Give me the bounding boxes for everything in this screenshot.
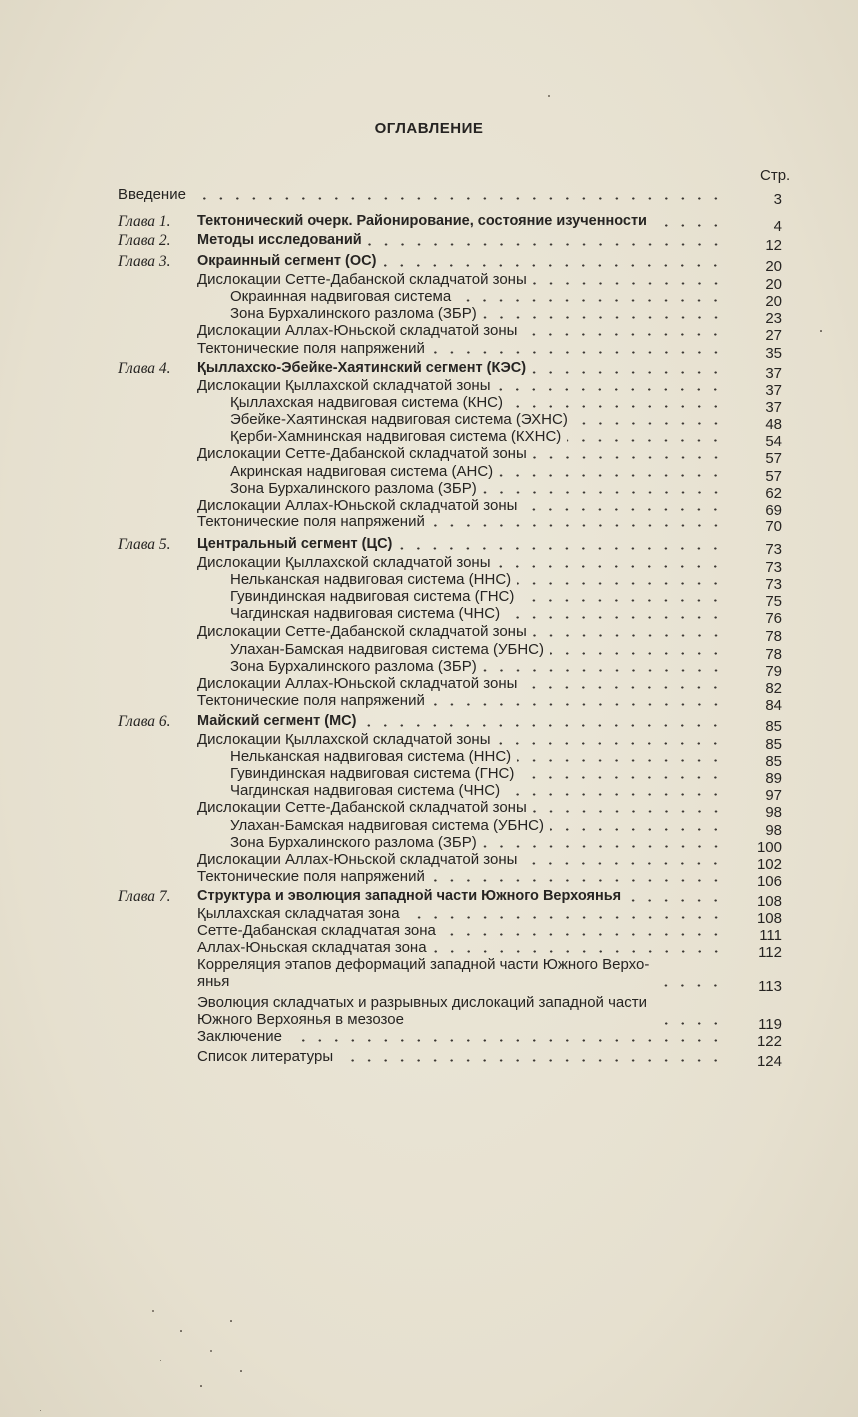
page-number: 20 — [765, 258, 782, 275]
toc-entry — [118, 799, 790, 821]
chapter-label: Глава 3. — [118, 253, 171, 270]
toc-entry — [118, 360, 790, 382]
toc-entry — [118, 782, 790, 804]
chapter-label: Глава 5. — [118, 536, 171, 553]
chapter-label: Глава 1. — [118, 213, 171, 230]
page-number: 98 — [765, 804, 782, 821]
toc-entry — [118, 851, 790, 873]
entry-title: Дислокации Аллах-Юньской складчатой зоны — [197, 851, 518, 868]
entry-title: Қерби-Хамнинская надвиговая система (КХНС) — [230, 428, 562, 445]
page-number: 102 — [756, 856, 782, 873]
page-number: 4 — [773, 218, 782, 235]
entry-title: Қыллахско-Эбейке-Хаятинский сегмент (КЭС) — [197, 360, 527, 376]
toc-entry — [118, 186, 790, 208]
entry-title: Чагдинская надвиговая система (ЧНС) — [230, 605, 501, 622]
toc-entry — [118, 834, 790, 856]
page-title: ОГЛАВЛЕНИЕ — [374, 120, 484, 137]
entry-title: Зона Бурхалинского разлома (ЗБР) — [230, 305, 477, 322]
dot-leader — [483, 316, 724, 319]
entry-title: Қыллахская складчатая зона — [197, 905, 400, 922]
toc-entry — [118, 658, 790, 680]
entry-title: Тектонические поля напряжений — [197, 513, 425, 530]
page-number: 73 — [765, 559, 782, 576]
dot-leader — [509, 405, 724, 408]
dot-leader — [532, 371, 724, 374]
dot-leader — [496, 742, 724, 745]
toc-entry — [118, 480, 790, 502]
dot-leader — [431, 524, 724, 527]
page-number: 97 — [765, 787, 782, 804]
dot-leader — [442, 933, 724, 936]
entry-title: Эволюция складчатых и разрывных дислокаций западной части Южного Верхоянья в мезозое — [197, 994, 648, 1028]
dot-leader — [483, 669, 724, 672]
entry-title: Окраинный сегмент (ОС) — [197, 253, 377, 269]
page-number: 54 — [765, 433, 782, 450]
page-number: 108 — [756, 910, 782, 927]
toc-entry — [118, 377, 790, 399]
page-number: 78 — [765, 628, 782, 645]
toc-entry — [118, 922, 790, 944]
page-number: 76 — [765, 610, 782, 627]
page-number: 23 — [765, 310, 782, 327]
entry-title: Гувиндинская надвиговая система (ГНС) — [230, 588, 515, 605]
page-number: 48 — [765, 416, 782, 433]
entry-title: Дислокации Сетте-Дабанской складчатой зоны — [197, 799, 527, 816]
page-number: 124 — [756, 1053, 782, 1070]
dot-leader — [496, 388, 724, 391]
toc-entry — [118, 748, 790, 770]
dot-leader — [567, 439, 724, 442]
entry-title: Чагдинская надвиговая система (ЧНС) — [230, 782, 501, 799]
toc-entry — [118, 554, 790, 576]
page-number: 57 — [765, 468, 782, 485]
chapter-label: Глава 2. — [118, 232, 171, 249]
dot-leader — [368, 243, 724, 246]
toc-entry — [118, 623, 790, 645]
entry-title: Нельканская надвиговая система (ННС) — [230, 748, 512, 765]
paper-speck — [40, 1410, 41, 1411]
toc-entry — [118, 692, 790, 714]
page-number: 20 — [765, 293, 782, 310]
page-number: 12 — [765, 237, 782, 254]
paper-speck — [152, 1310, 154, 1312]
dot-leader — [382, 264, 724, 267]
page-number: 70 — [765, 518, 782, 535]
toc-entry — [118, 232, 790, 254]
page-number: 78 — [765, 646, 782, 663]
paper-speck — [210, 1350, 212, 1352]
toc-entry — [118, 305, 790, 327]
toc-entry — [118, 765, 790, 787]
page-number: 27 — [765, 327, 782, 344]
entry-title: Дислокации Аллах-Юньской складчатой зоны — [197, 322, 518, 339]
entry-title: Зона Бурхалинского разлома (ЗБР) — [230, 658, 477, 675]
toc-entry — [118, 394, 790, 416]
chapter-label: Глава 7. — [118, 888, 171, 905]
toc-entry — [118, 322, 790, 344]
page-number: 113 — [758, 978, 782, 995]
dot-leader — [431, 703, 724, 706]
toc-entry — [118, 994, 790, 1033]
entry-title: Список литературы — [197, 1048, 334, 1065]
dot-leader — [506, 616, 724, 619]
toc-entry — [118, 288, 790, 310]
page-number: 106 — [756, 873, 782, 890]
entry-title: Дислокации Сетте-Дабанской складчатой зоны — [197, 623, 527, 640]
dot-leader — [362, 724, 724, 727]
dot-leader — [653, 224, 724, 227]
dot-leader — [533, 810, 724, 813]
entry-title: Тектонические поля напряжений — [197, 340, 425, 357]
entry-title: Қыллахская надвиговая система (КНС) — [230, 394, 504, 411]
paper-speck — [820, 330, 822, 332]
toc-entry — [118, 1028, 790, 1050]
toc-entry — [118, 605, 790, 627]
toc-entry — [118, 536, 790, 558]
page-number: 98 — [765, 822, 782, 839]
dot-leader — [192, 197, 724, 200]
dot-leader — [431, 351, 724, 354]
dot-leader — [523, 333, 724, 336]
dot-leader — [533, 282, 724, 285]
entry-title: Дислокации Қыллахской складчатой зоны — [197, 377, 491, 394]
dot-leader — [574, 422, 724, 425]
entry-title: Эбейке-Хаятинская надвиговая система (ЭХНС) — [230, 411, 568, 428]
dot-leader — [655, 984, 724, 987]
page-number: 35 — [765, 345, 782, 362]
toc-entry — [118, 271, 790, 293]
entry-title: Акринская надвиговая система (АНС) — [230, 463, 494, 480]
page-number: 85 — [765, 753, 782, 770]
toc-entry — [118, 588, 790, 610]
entry-title: Тектонические поля напряжений — [197, 868, 425, 885]
dot-leader — [627, 899, 724, 902]
entry-title: Центральный сегмент (ЦС) — [197, 536, 393, 552]
entry-title: Зона Бурхалинского разлома (ЗБР) — [230, 480, 477, 497]
dot-leader — [533, 456, 724, 459]
dot-leader — [523, 686, 724, 689]
page-number: 112 — [758, 944, 782, 961]
paper-speck — [548, 95, 550, 97]
dot-leader — [520, 599, 724, 602]
toc-entry — [118, 428, 790, 450]
entry-title: Дислокации Сетте-Дабанской складчатой зоны — [197, 445, 527, 462]
entry-title: Дислокации Қыллахской складчатой зоны — [197, 554, 491, 571]
page-number: 111 — [759, 927, 782, 944]
paper-speck — [230, 1320, 232, 1322]
toc-entry — [118, 731, 790, 753]
page-number: 62 — [765, 485, 782, 502]
dot-leader — [520, 776, 724, 779]
paper-speck — [160, 1360, 161, 1361]
dot-leader — [506, 793, 724, 796]
dot-leader — [457, 299, 724, 302]
entry-title: Дислокации Аллах-Юньской складчатой зоны — [197, 675, 518, 692]
page-number: 119 — [758, 1016, 782, 1033]
entry-title: Зона Бурхалинского разлома (ЗБР) — [230, 834, 477, 851]
page-number: 37 — [765, 365, 782, 382]
page-number: 85 — [765, 736, 782, 753]
toc-entry — [118, 571, 790, 593]
page-number: 108 — [756, 893, 782, 910]
page-number: 84 — [765, 697, 782, 714]
chapter-label: Глава 6. — [118, 713, 171, 730]
dot-leader — [483, 845, 724, 848]
entry-title: Методы исследований — [197, 232, 362, 248]
page-number: 37 — [765, 399, 782, 416]
dot-leader — [653, 1022, 724, 1025]
entry-title: Тектонические поля напряжений — [197, 692, 425, 709]
entry-title: Гувиндинская надвиговая система (ГНС) — [230, 765, 515, 782]
page-number: 100 — [756, 839, 782, 856]
page-number: 75 — [765, 593, 782, 610]
entry-title: Тектонический очерк. Районирование, состояние изученности — [197, 213, 647, 229]
toc-entry — [118, 956, 790, 995]
entry-title: Дислокации Қыллахской складчатой зоны — [197, 731, 491, 748]
entry-title: Сетте-Дабанская складчатая зона — [197, 922, 436, 939]
toc-entry — [118, 463, 790, 485]
dot-leader — [339, 1059, 724, 1062]
entry-title: Улахан-Бамская надвиговая система (УБНС) — [230, 817, 545, 834]
page-number: 57 — [765, 450, 782, 467]
dot-leader — [398, 547, 724, 550]
toc-entry — [118, 868, 790, 890]
entry-title: Дислокации Сетте-Дабанской складчатой зоны — [197, 271, 527, 288]
toc-entry — [118, 445, 790, 467]
toc-entry — [118, 675, 790, 697]
entry-title: Корреляция этапов деформаций западной части Южного Верхо- янья — [197, 956, 650, 990]
page-number: 73 — [765, 576, 782, 593]
paper-speck — [200, 1385, 202, 1387]
entry-title: Улахан-Бамская надвиговая система (УБНС) — [230, 641, 545, 658]
toc-entry — [118, 939, 790, 961]
page-number: 3 — [773, 191, 782, 208]
dot-leader — [533, 634, 724, 637]
page-number: 89 — [765, 770, 782, 787]
page-number: 85 — [765, 718, 782, 735]
page-number: 20 — [765, 276, 782, 293]
toc-entry — [118, 513, 790, 535]
toc-entry — [118, 411, 790, 433]
dot-leader — [499, 474, 724, 477]
chapter-label: Глава 4. — [118, 360, 171, 377]
dot-leader — [483, 491, 724, 494]
dot-leader — [523, 862, 724, 865]
toc-entry — [118, 888, 790, 910]
page-number: 73 — [765, 541, 782, 558]
entry-title: Структура и эволюция западной части Южного Верхоянья — [197, 888, 622, 904]
entry-title: Введение — [118, 186, 186, 203]
dot-leader — [288, 1039, 724, 1042]
dot-leader — [523, 508, 724, 511]
dot-leader — [406, 916, 724, 919]
dot-leader — [550, 652, 724, 655]
dot-leader — [433, 950, 724, 953]
toc-entry — [118, 497, 790, 519]
toc-entry — [118, 641, 790, 663]
dot-leader — [431, 879, 724, 882]
dot-leader — [496, 565, 724, 568]
page-number: 122 — [756, 1033, 782, 1050]
entry-title: Нельканская надвиговая система (ННС) — [230, 571, 512, 588]
toc-entry — [118, 213, 790, 235]
entry-title: Аллах-Юньская складчатая зона — [197, 939, 427, 956]
toc-entry — [118, 340, 790, 362]
page-column-header: Стр. — [760, 167, 791, 184]
entry-title: Майский сегмент (МС) — [197, 713, 357, 729]
toc-entry — [118, 713, 790, 735]
page-number: 79 — [765, 663, 782, 680]
entry-title: Дислокации Аллах-Юньской складчатой зоны — [197, 497, 518, 514]
page-number: 82 — [765, 680, 782, 697]
paper-speck — [240, 1370, 242, 1372]
toc-entry — [118, 905, 790, 927]
toc-entry — [118, 1048, 790, 1070]
toc-entry — [118, 253, 790, 275]
entry-title: Заключение — [197, 1028, 282, 1045]
dot-leader — [517, 759, 724, 762]
dot-leader — [550, 828, 724, 831]
paper-speck — [180, 1330, 182, 1332]
page-number: 37 — [765, 382, 782, 399]
dot-leader — [517, 582, 724, 585]
entry-title: Окраинная надвиговая система — [230, 288, 452, 305]
toc-entry — [118, 817, 790, 839]
page-number: 69 — [765, 502, 782, 519]
